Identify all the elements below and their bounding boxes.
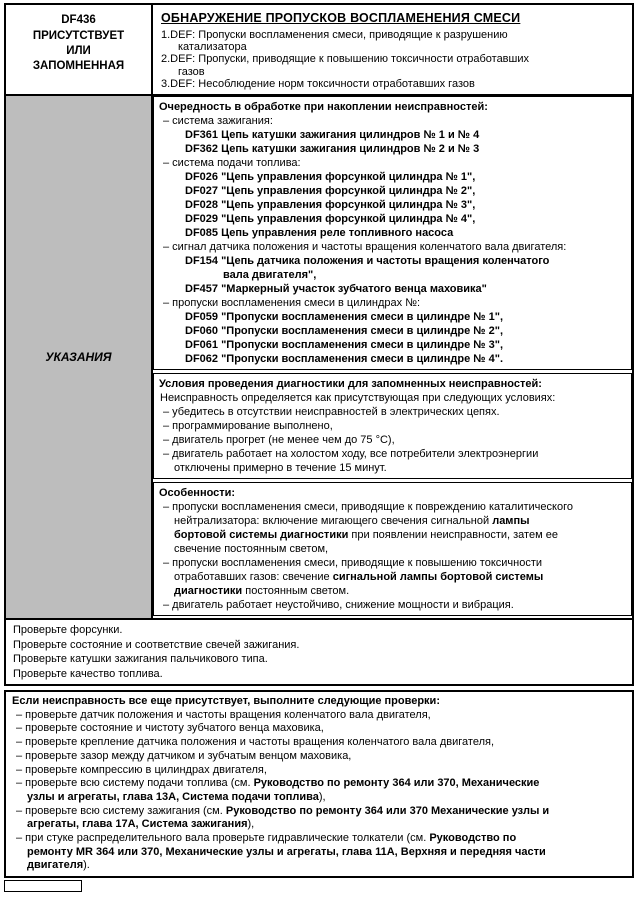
text-run: вала двигателя", <box>223 269 317 282</box>
def-list-line <box>161 53 624 77</box>
text-run: Неисправность определяется как присутствующая при следующих условиях: <box>160 392 556 405</box>
text-run: – пропуски воспламенения смеси, приводящие к повреждению каталитического <box>163 501 573 514</box>
dtc-status-line: ИЛИ <box>66 45 91 57</box>
indications-row <box>6 96 632 620</box>
text-run: 3.DEF: Несоблюдение норм токсичности отработавших газов <box>161 77 475 90</box>
features-box-line <box>159 486 626 500</box>
priority-box-line <box>159 324 626 338</box>
features-box-line <box>159 556 626 598</box>
text-run: – проверьте состояние и чистоту зубчатого венца маховика, <box>16 722 324 735</box>
text-run: Очередность в обработке при накоплении неисправностей: <box>159 101 488 114</box>
text-run: Если неисправность все еще присутствует, выполните следующие проверки: <box>12 695 440 708</box>
conditions-box-line <box>159 419 626 433</box>
priority-box-line <box>159 198 626 212</box>
text-run: ), <box>247 818 255 831</box>
text-run: газов <box>178 65 205 78</box>
conditions-box <box>153 373 632 479</box>
def-list <box>161 29 624 90</box>
conditions-box-line <box>159 447 626 475</box>
indications-content <box>153 96 632 618</box>
priority-box-line <box>159 254 626 282</box>
text-run: – двигатель работает на холостом ходу, все потребители электроэнергии <box>163 448 539 461</box>
priority-box-line <box>159 156 626 170</box>
indications-label: УКАЗАНИЯ <box>45 350 112 365</box>
text-run: – проверьте компрессию в цилиндрах двигателя, <box>16 763 267 776</box>
text-run: ). <box>83 859 90 872</box>
text-run: DF062 "Пропуски воспламенения смеси в цилиндре № 4". <box>185 353 504 366</box>
text-run: – пропуски воспламенения смеси в цилиндрах №: <box>163 297 421 310</box>
text-run: Проверьте форсунки. <box>13 624 123 637</box>
text-run: – проверьте всю систему зажигания (см. <box>16 804 226 817</box>
priority-box-line <box>159 240 626 254</box>
text-run: – проверьте датчик положения и частоты вращения коленчатого вала двигателя, <box>16 708 431 721</box>
text-run: нейтрализатора: включение мигающего свечения сигнальной <box>174 515 493 528</box>
text-run: Особенности: <box>159 487 236 500</box>
priority-box-line <box>159 100 626 114</box>
text-run: – проверьте всю систему подачи топлива (см. <box>16 777 254 790</box>
text-run: DF028 "Цепь управления форсункой цилиндра № 3", <box>185 199 476 212</box>
checks-section <box>6 620 632 684</box>
checks-section-line <box>12 667 626 682</box>
fault-title: ОБНАРУЖЕНИЕ ПРОПУСКОВ ВОСПЛАМЕНЕНИЯ СМЕСИ <box>161 11 521 25</box>
indications-cell <box>6 96 153 618</box>
text-run: ремонту MR 364 или 370, Механические узлы и агрегаты, глава 11А, Верхняя и передняя части <box>27 845 546 858</box>
priority-box-line <box>159 338 626 352</box>
text-run: Руководство по ремонту 364 или 370, Механические <box>253 777 540 790</box>
text-run: DF085 Цепь управления реле топливного насоса <box>185 227 454 240</box>
followup-box <box>4 690 634 878</box>
priority-box-line <box>159 114 626 128</box>
followup-box-line <box>12 777 626 804</box>
priority-box-line <box>159 296 626 310</box>
text-run: Проверьте качество топлива. <box>13 667 163 680</box>
checks-section-line <box>12 638 626 653</box>
followup-box-line <box>12 764 626 778</box>
conditions-box-line <box>159 405 626 419</box>
text-run: катализатора <box>178 41 247 54</box>
text-run: DF154 "Цепь датчика положения и частоты вращения коленчатого <box>185 255 550 268</box>
text-run: агрегаты, глава 17А, Система зажигания <box>27 818 248 831</box>
text-run: DF362 Цепь катушки зажигания цилиндров № 2 и № 3 <box>185 143 480 156</box>
followup-box-line <box>12 709 626 723</box>
text-run: – система подачи топлива: <box>163 157 301 170</box>
text-run: – при стуке распределительного вала проверьте гидравлические толкатели (см. <box>16 832 430 845</box>
followup-box-line <box>12 695 626 709</box>
checks-section-line <box>12 623 626 638</box>
priority-box-line <box>159 128 626 142</box>
text-run: – проверьте зазор между датчиком и зубчатым венцом маховика, <box>16 749 352 762</box>
text-run: лампы <box>492 515 530 528</box>
priority-box-line <box>159 226 626 240</box>
priority-box <box>153 96 632 370</box>
text-run: отключены примерно в течение 15 минут. <box>174 462 387 475</box>
text-run: постоянным светом. <box>242 585 350 598</box>
text-run: узлы и агрегаты, глава 13А, Система подачи топлива <box>27 790 319 803</box>
text-run: отработавших газов: свечение <box>174 571 333 584</box>
text-run: двигателя <box>27 859 84 872</box>
followup-box-line <box>12 805 626 832</box>
fault-description-cell <box>153 5 632 94</box>
text-run: бортовой системы диагностики <box>174 529 349 542</box>
text-run: – пропуски воспламенения смеси, приводящие к повышению токсичности <box>163 557 543 570</box>
followup-box-line <box>12 750 626 764</box>
dtc-status-line: ЗАПОМНЕННАЯ <box>32 60 125 72</box>
text-run: DF026 "Цепь управления форсункой цилиндра № 1", <box>185 171 476 184</box>
dtc-code: DF436 <box>61 14 96 26</box>
features-box <box>153 482 632 616</box>
text-run: 1.DEF: Пропуски воспламенения смеси, приводящие к разрушению <box>161 29 508 41</box>
text-run: DF059 "Пропуски воспламенения смеси в цилиндре № 1", <box>185 311 504 324</box>
text-run: Проверьте состояние и соответствие свечей зажигания. <box>13 638 300 651</box>
text-run: – проверьте крепление датчика положения и частоты вращения коленчатого вала двигателя, <box>16 736 495 749</box>
features-box-line <box>159 500 626 556</box>
text-run: DF029 "Цепь управления форсункой цилиндра № 4", <box>185 213 476 226</box>
text-run: DF457 "Маркерный участок зубчатого венца маховика" <box>185 283 487 296</box>
features-box-line <box>159 598 626 612</box>
text-run: DF061 "Пропуски воспламенения смеси в цилиндре № 3", <box>185 339 504 352</box>
def-list-line <box>161 78 624 90</box>
text-run: – двигатель прогрет (не менее чем до 75 °C), <box>163 434 395 447</box>
followup-box-line <box>12 736 626 750</box>
text-run: свечение постоянным светом, <box>174 543 329 556</box>
priority-box-line <box>159 184 626 198</box>
priority-box-line <box>159 142 626 156</box>
text-run: Руководство по ремонту 364 или 370 Механические узлы и <box>225 804 550 817</box>
text-run: DF027 "Цепь управления форсункой цилиндра № 2", <box>185 185 476 198</box>
text-run: – сигнал датчика положения и частоты вращения коленчатого вала двигателя: <box>163 241 567 254</box>
text-run: 2.DEF: Пропуски, приводящие к повышению токсичности отработавших <box>161 53 529 66</box>
dtc-status-line: ПРИСУТСТВУЕТ <box>32 30 125 42</box>
text-run: – система зажигания: <box>163 115 273 128</box>
conditions-box-line <box>159 391 626 405</box>
priority-box-line <box>159 352 626 366</box>
footer-code-box <box>4 880 82 892</box>
text-run: DF060 "Пропуски воспламенения смеси в цилиндре № 2", <box>185 325 504 338</box>
text-run: Условия проведения диагностики для запомненных неисправностей: <box>159 378 542 391</box>
text-run: Проверьте катушки зажигания пальчикового типа. <box>13 653 268 666</box>
priority-box-line <box>159 212 626 226</box>
priority-box-line <box>159 282 626 296</box>
def-list-line <box>161 29 624 53</box>
text-run: – убедитесь в отсутствии неисправностей в электрических цепях. <box>163 406 500 419</box>
text-run: DF361 Цепь катушки зажигания цилиндров № 1 и № 4 <box>185 129 480 142</box>
dtc-code-cell <box>6 5 153 94</box>
text-run: при появлении неисправности, затем ее <box>348 529 558 542</box>
text-run: диагностики <box>174 585 243 598</box>
text-run: сигнальной лампы бортовой системы <box>332 571 544 584</box>
text-run: Руководство по <box>429 832 517 845</box>
header-row <box>6 5 632 96</box>
priority-box-line <box>159 310 626 324</box>
followup-box-line <box>12 722 626 736</box>
text-run: – двигатель работает неустойчиво, снижение мощности и вибрация. <box>163 599 514 612</box>
followup-box-line <box>12 832 626 873</box>
conditions-box-line <box>159 377 626 391</box>
dtc-table <box>4 3 634 686</box>
checks-section-line <box>12 652 626 667</box>
priority-box-line <box>159 170 626 184</box>
text-run: ), <box>318 790 326 803</box>
text-run: – программирование выполнено, <box>163 420 333 433</box>
conditions-box-line <box>159 433 626 447</box>
